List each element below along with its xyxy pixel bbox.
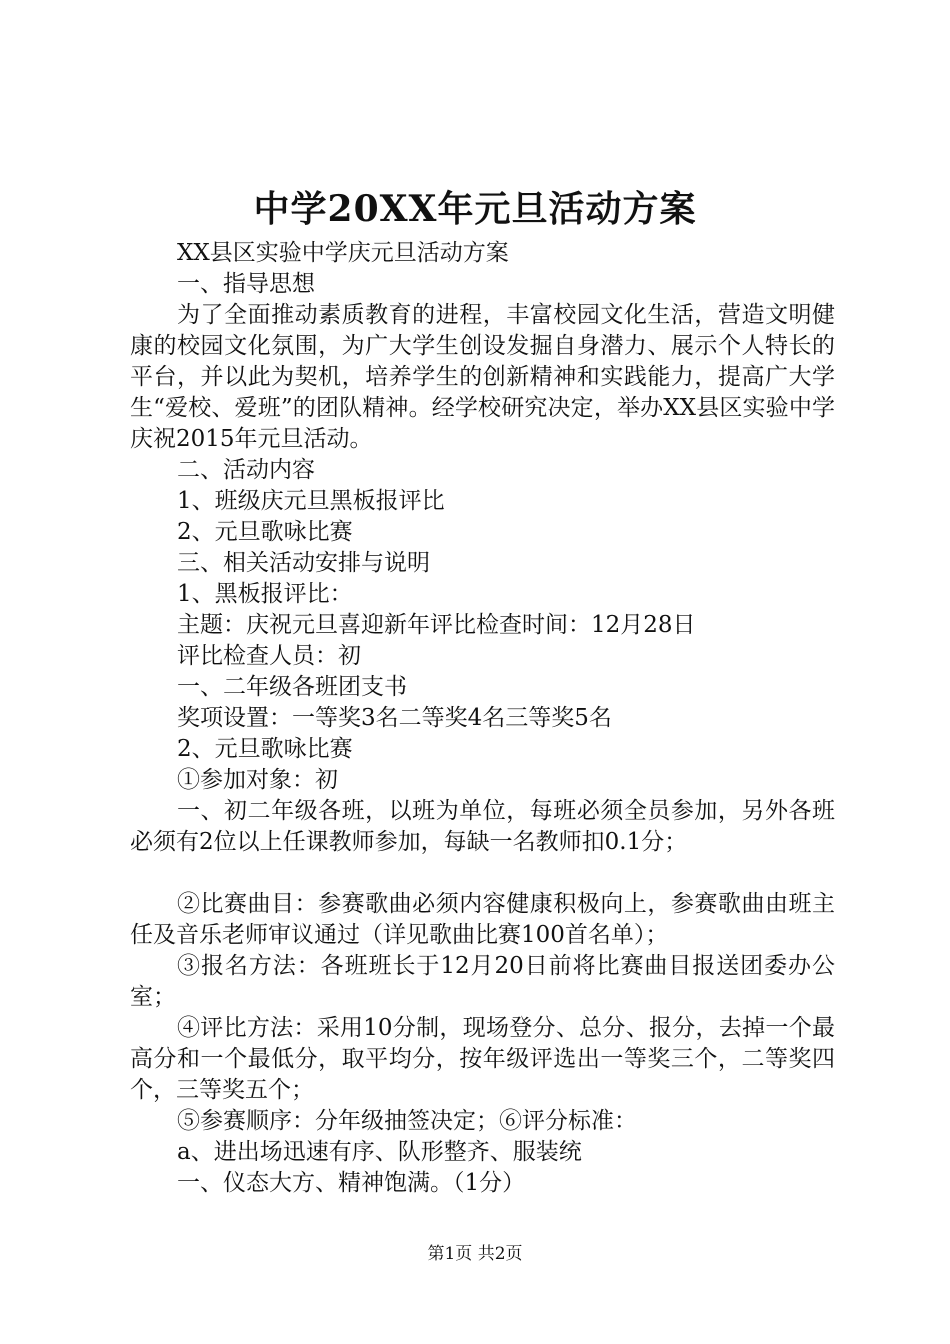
list-item: 1、黑板报评比： <box>177 581 353 607</box>
paragraph: 评比检查人员：初 <box>177 643 361 669</box>
paragraph: a、进出场迅速有序、队形整齐、服装统 <box>177 1139 582 1165</box>
document-body <box>130 238 835 1199</box>
paragraph: 一、二年级各班团支书 <box>177 674 407 700</box>
paragraph: ③报名方法：各班班长于12月20日前将比赛曲目报送团委办公室； <box>130 953 835 1010</box>
paragraph: 为了全面推动素质教育的进程，丰富校园文化生活，营造文明健康的校园文化氛围，为广大学生创设发掘自身潜力、展示个人特长的平台，并以此为契机，培养学生的创新精神和实践能力，提高广大学生“爱校、爱班”的团队精神。经学校研究决定，举办XX县区实验中学庆祝2015年元旦活动。 <box>130 302 835 452</box>
list-item: 1、班级庆元旦黑板报评比 <box>177 488 445 514</box>
paragraph: ①参加对象：初 <box>177 767 338 793</box>
page-footer: 第1页 共2页 <box>427 1244 523 1264</box>
section-heading: 三、相关活动安排与说明 <box>177 550 430 576</box>
list-item: 2、元旦歌咏比赛 <box>177 736 353 762</box>
paragraph: 一、仪态大方、精神饱满。（1分） <box>177 1170 526 1196</box>
section-heading: 二、活动内容 <box>177 457 315 483</box>
paragraph: 主题：庆祝元旦喜迎新年评比检查时间：12月28日 <box>177 612 696 638</box>
blank-line <box>130 858 835 889</box>
paragraph: ②比赛曲目：参赛歌曲必须内容健康积极向上，参赛歌曲由班主任及音乐老师审议通过（详见歌曲比赛100首名单）； <box>130 891 835 948</box>
paragraph: ⑤参赛顺序：分年级抽签决定；⑥评分标准： <box>177 1108 637 1134</box>
paragraph: ④评比方法：采用10分制，现场登分、总分、报分，去掉一个最高分和一个最低分，取平均分，按年级评选出一等奖三个，二等奖四个，三等奖五个； <box>130 1015 835 1103</box>
section-heading: 一、指导思想 <box>177 271 315 297</box>
paragraph: 奖项设置：一等奖3名二等奖4名三等奖5名 <box>177 705 612 731</box>
paragraph: 一、初二年级各班，以班为单位，每班必须全员参加，另外各班必须有2位以上任课教师参加，每缺一名教师扣0.1分； <box>130 798 835 855</box>
page-title: 中学20XX年元旦活动方案 <box>253 188 697 230</box>
paragraph: XX县区实验中学庆元旦活动方案 <box>177 240 509 266</box>
list-item: 2、元旦歌咏比赛 <box>177 519 353 545</box>
